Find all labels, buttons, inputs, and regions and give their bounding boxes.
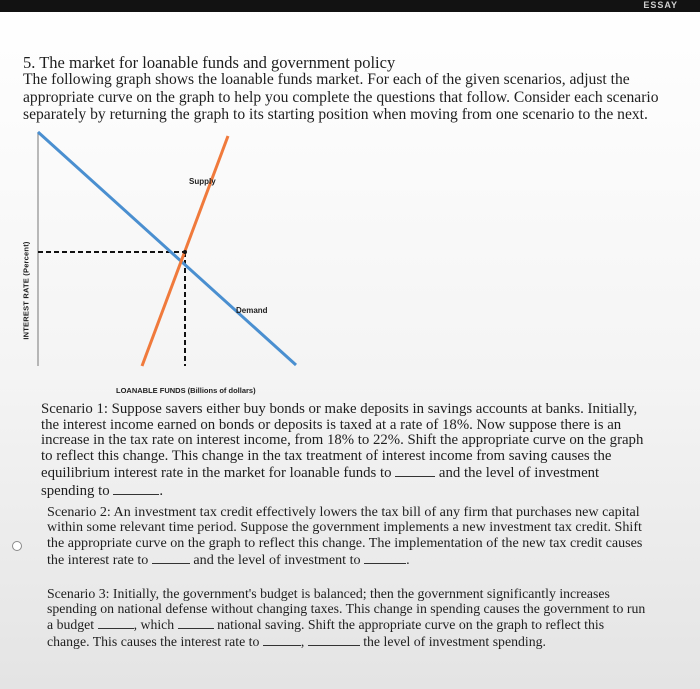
scenario-2-text-2: and the level of investment to <box>193 552 361 569</box>
radio-button[interactable] <box>12 541 22 551</box>
scenario-2-interest-rate-dropdown[interactable] <box>152 551 190 564</box>
scenario-3-saving-dropdown[interactable] <box>178 616 214 629</box>
scenario-3-investment-dropdown[interactable] <box>308 633 360 646</box>
scenario-1-text: Scenario 1: Suppose savers either buy bonds or make deposits in savings accounts at banks. Initially, the interest income earned on bonds or deposits is taxed at a rate of 18%. Now suppose there is an increase in the tax rate on interest income, from 18% to 22%. Shift the appropriate curve on the graph to reflect this change. This change in the tax treatment of interest income from saving causes the equilibrium interest rate in the market for loanable funds to <box>41 401 644 482</box>
top-bar <box>0 0 700 12</box>
scenario-3-text-3: national saving. Shift the appropriate curve on the graph to reflect this change. This causes the interest rate to <box>47 617 605 649</box>
problem-intro: The following graph shows the loanable funds market. For each of the given scenarios, adjust the appropriate curve on the graph to help you complete the questions that follow. Consider each scenario separately by returning the graph to its starting position when moving from one scenario to the next. <box>23 71 659 123</box>
scenario-3-text-5: the level of investment spending. <box>363 633 546 649</box>
scenario-1-interest-rate-dropdown[interactable] <box>395 464 435 477</box>
scenario-2 <box>47 505 647 569</box>
scenario-1-investment-dropdown[interactable] <box>113 482 159 495</box>
top-bar-text: ESSAY <box>643 0 678 10</box>
scenario-1-text-2: and the level of investment spending to <box>41 465 600 499</box>
scenario-2-period: . <box>406 552 410 569</box>
y-axis-label: INTEREST RATE (Percent) <box>21 241 31 340</box>
problem-title: 5. The market for loanable funds and government policy <box>23 53 396 72</box>
scenario-1 <box>41 402 651 500</box>
scenario-2-text: Scenario 2: An investment tax credit effectively lowers the tax bill of any firm that purchases new capital within some relevant time period. Suppose the government implements a new investment tax credit. Shift the appropriate curve on the graph to reflect this change. The implementation of the new tax credit causes the interest rate to <box>47 504 643 569</box>
equilibrium-point[interactable] <box>183 250 187 254</box>
loanable-funds-graph[interactable] <box>28 126 308 376</box>
scenario-3-budget-dropdown[interactable] <box>98 616 134 629</box>
demand-label: Demand <box>236 306 268 315</box>
scenario-2-investment-dropdown[interactable] <box>364 551 406 564</box>
x-axis-label: LOANABLE FUNDS (Billions of dollars) <box>116 386 256 395</box>
supply-label: Supply <box>189 177 216 186</box>
scenario-3-comma: , <box>300 633 305 649</box>
scenario-3 <box>47 586 647 649</box>
scenario-3-text: Scenario 3: Initially, the government's budget is balanced; then the government significantly increases spending on national defense without changing taxes. This change in spending causes the government to run a budget <box>47 586 646 633</box>
scenario-3-interest-rate-dropdown[interactable] <box>263 633 301 646</box>
demand-curve[interactable] <box>38 132 296 365</box>
scenario-1-period: . <box>159 482 164 499</box>
scenario-3-which: , which <box>133 617 175 633</box>
